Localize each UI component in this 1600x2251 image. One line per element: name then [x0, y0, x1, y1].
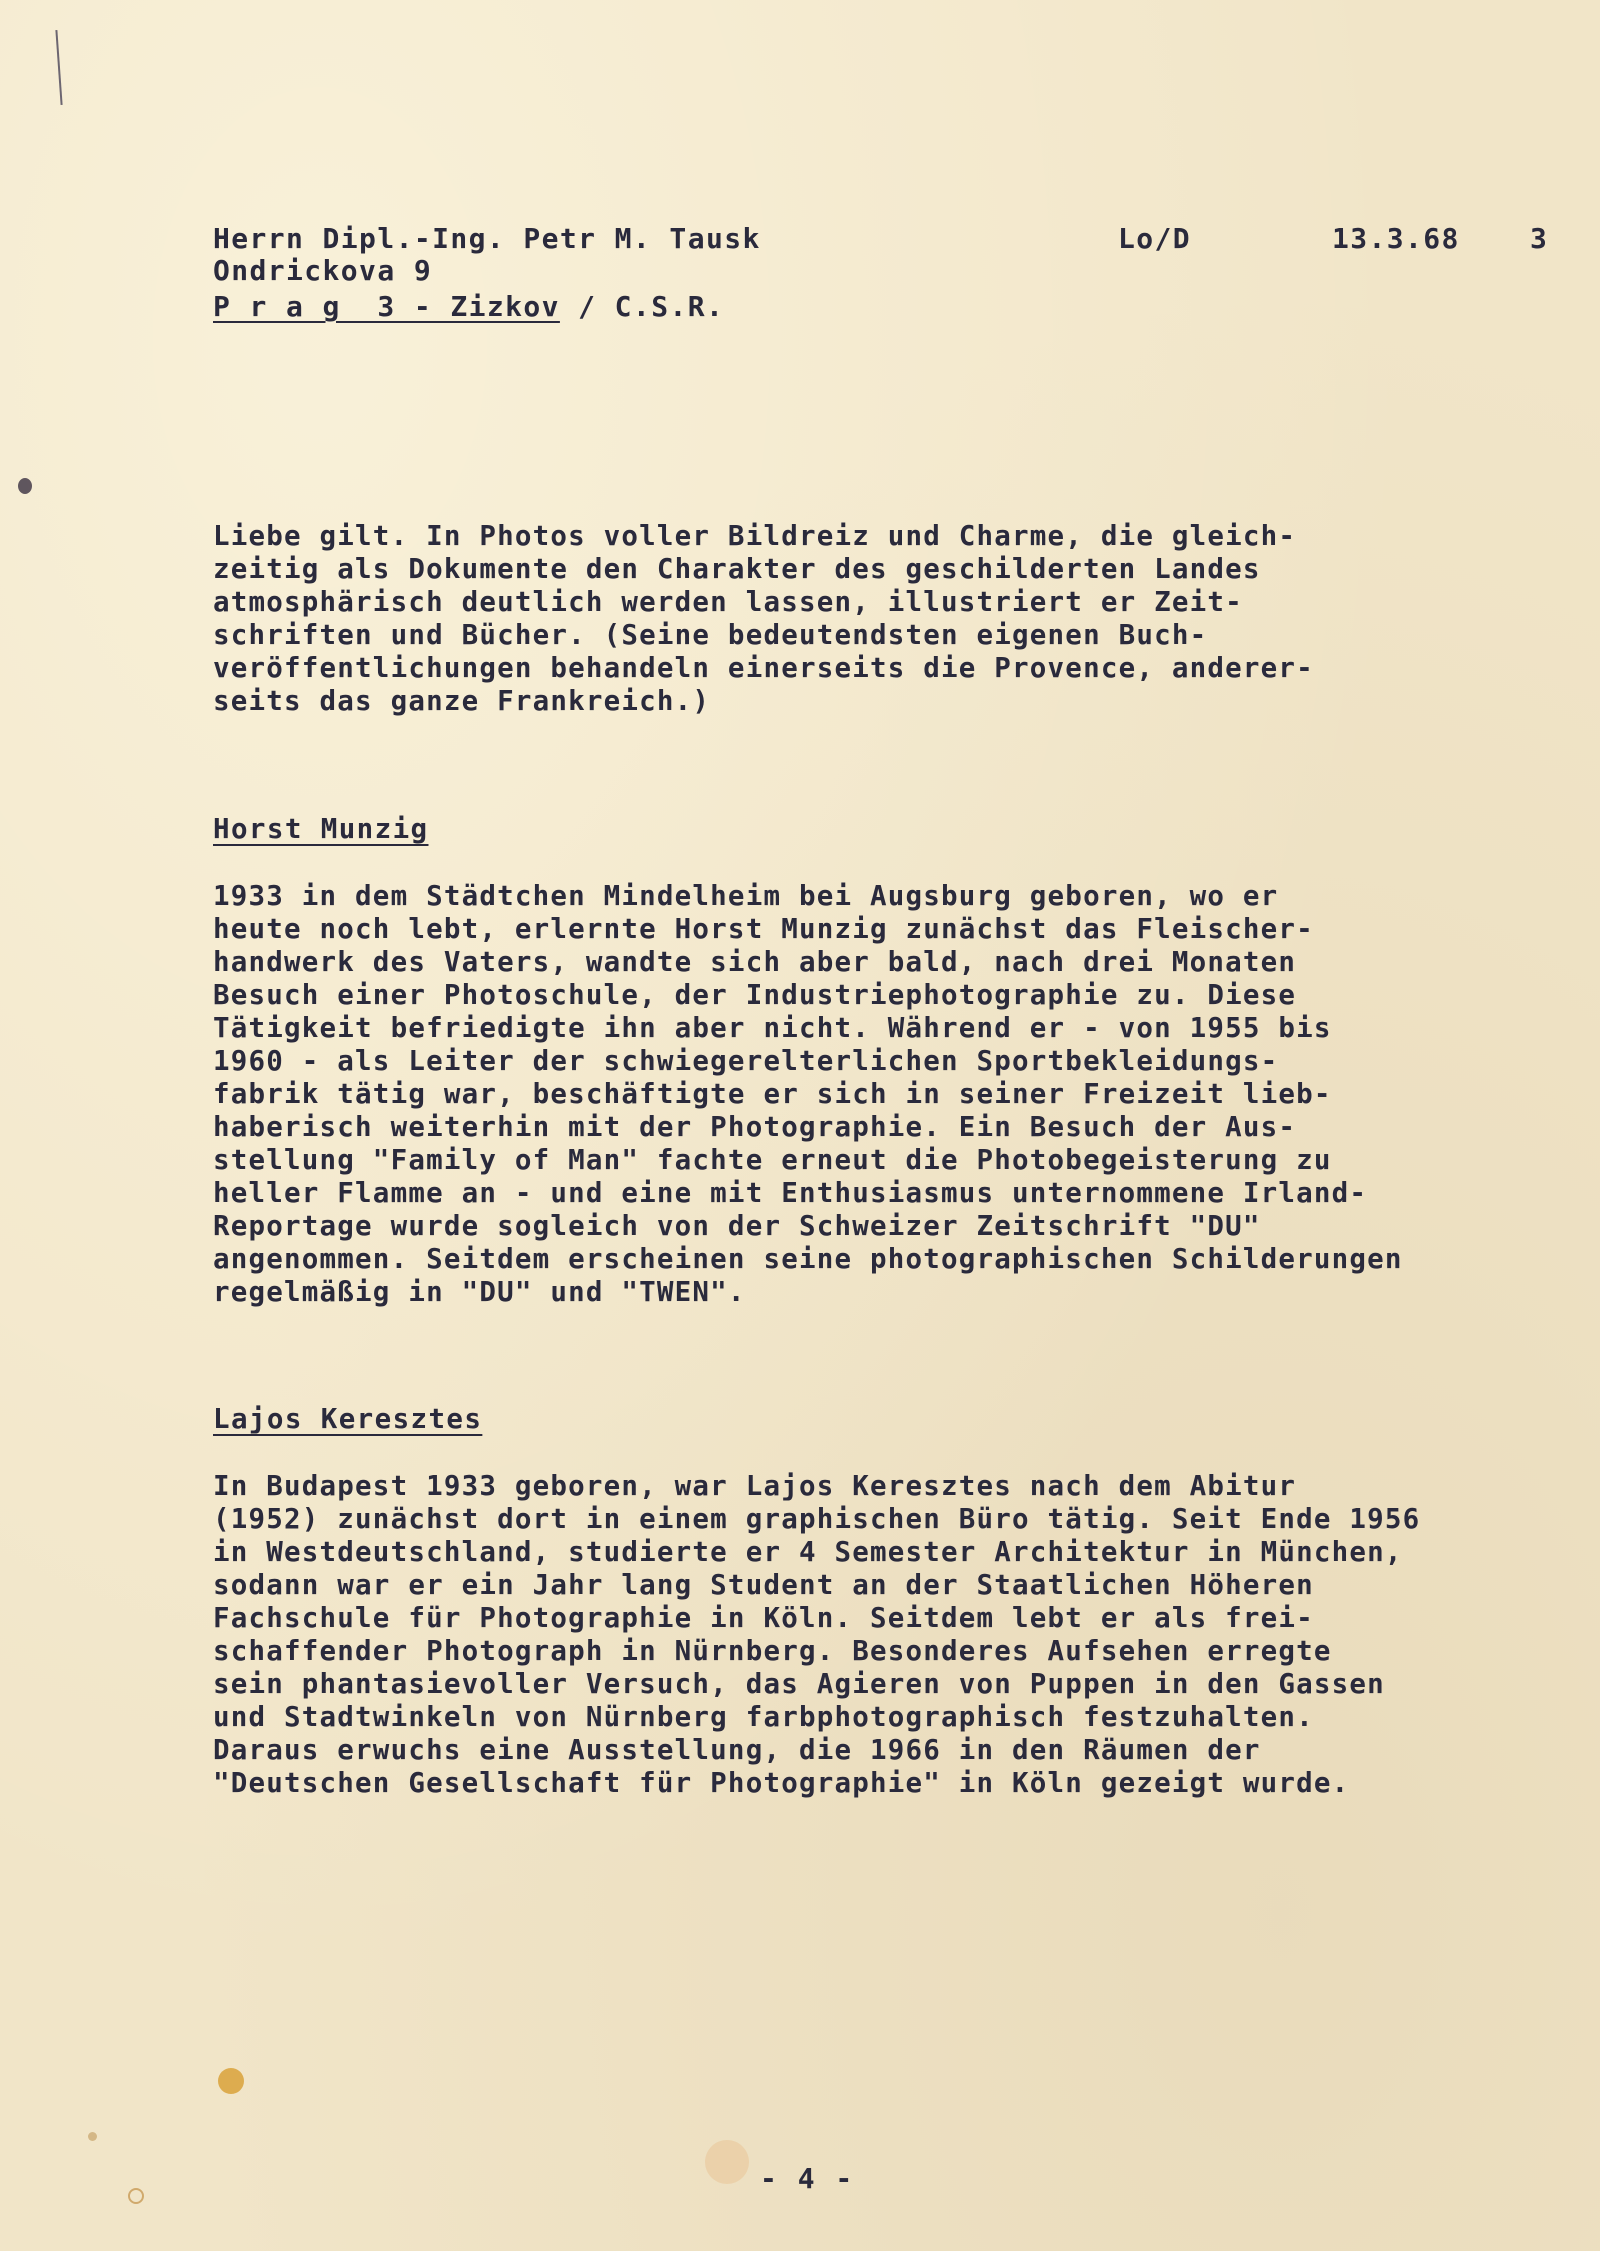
text-line: heller Flamme an - und eine mit Enthusiasmus unternommene Irland- [213, 1177, 1368, 1209]
page-number: - 4 - [760, 2162, 855, 2195]
section-heading-keresztes: Lajos Keresztes [213, 1403, 483, 1435]
text-line: sein phantasievoller Versuch, das Agieren von Puppen in den Gassen [213, 1668, 1385, 1700]
letter-date: 13.3.68 [1332, 222, 1460, 255]
recipient-city-underlined: P r a g 3 - Zizkov [213, 290, 560, 323]
text-line: Tätigkeit befriedigte ihn aber nicht. Während er - von 1955 bis [213, 1012, 1332, 1044]
section-heading-munzig: Horst Munzig [213, 813, 429, 845]
text-line: zeitig als Dokumente den Charakter des geschilderten Landes [213, 553, 1261, 585]
paper-stain [18, 478, 32, 494]
text-line: schriften und Bücher. (Seine bedeutendsten eigenen Buch- [213, 619, 1208, 651]
text-line: heute noch lebt, erlernte Horst Munzig zunächst das Fleischer- [213, 913, 1314, 945]
text-line: schaffender Photograph in Nürnberg. Besonderes Aufsehen erregte [213, 1635, 1332, 1667]
text-line: stellung "Family of Man" fachte erneut die Photobegeisterung zu [213, 1144, 1332, 1176]
text-line: (1952) zunächst dort in einem graphischen Büro tätig. Seit Ende 1956 [213, 1503, 1421, 1535]
text-line: atmosphärisch deutlich werden lassen, illustriert er Zeit- [213, 586, 1243, 618]
paper-stain [705, 2140, 749, 2184]
text-line: haberisch weiterhin mit der Photographie. Ein Besuch der Aus- [213, 1111, 1297, 1143]
text-line: "Deutschen Gesellschaft für Photographie" in Köln gezeigt wurde. [213, 1767, 1350, 1799]
text-line: angenommen. Seitdem erscheinen seine photographischen Schilderungen [213, 1243, 1403, 1275]
paper-stain [128, 2188, 144, 2204]
text-line: 1933 in dem Städtchen Mindelheim bei Augsburg geboren, wo er [213, 880, 1279, 912]
text-line: Liebe gilt. In Photos voller Bildreiz und Charme, die gleich- [213, 520, 1297, 552]
header-page-ref: 3 [1530, 222, 1549, 255]
paper-stain [88, 2132, 97, 2141]
text-line: fabrik tätig war, beschäftigte er sich in seiner Freizeit lieb- [213, 1078, 1332, 1110]
recipient-name: Herrn Dipl.-Ing. Petr M. Tausk [213, 222, 761, 255]
recipient-country: / C.S.R. [559, 290, 725, 323]
paper-stain [218, 2068, 244, 2094]
text-line: veröffentlichungen behandeln einerseits die Provence, anderer- [213, 652, 1314, 684]
text-line: Besuch einer Photoschule, der Industriephotographie zu. Diese [213, 979, 1297, 1011]
text-line: Fachschule für Photographie in Köln. Seitdem lebt er als frei- [213, 1602, 1314, 1634]
paper-mark [55, 30, 62, 105]
text-line: regelmäßig in "DU" und "TWEN". [213, 1276, 746, 1308]
text-line: Reportage wurde sogleich von der Schweizer Zeitschrift "DU" [213, 1210, 1261, 1242]
text-line: sodann war er ein Jahr lang Student an der Staatlichen Höheren [213, 1569, 1314, 1601]
text-line: 1960 - als Leiter der schwiegerelterlichen Sportbekleidungs- [213, 1045, 1279, 1077]
text-line: seits das ganze Frankreich.) [213, 685, 711, 717]
recipient-street: Ondrickova 9 [213, 254, 433, 287]
text-line: handwerk des Vaters, wandte sich aber bald, nach drei Monaten [213, 946, 1297, 978]
text-line: Daraus erwuchs eine Ausstellung, die 1966 in den Räumen der [213, 1734, 1261, 1766]
reference-code: Lo/D [1118, 222, 1192, 255]
text-line: In Budapest 1933 geboren, war Lajos Keresztes nach dem Abitur [213, 1470, 1297, 1502]
text-line: in Westdeutschland, studierte er 4 Semester Architektur in München, [213, 1536, 1403, 1568]
text-line: und Stadtwinkeln von Nürnberg farbphotographisch festzuhalten. [213, 1701, 1314, 1733]
recipient-city [213, 290, 724, 323]
